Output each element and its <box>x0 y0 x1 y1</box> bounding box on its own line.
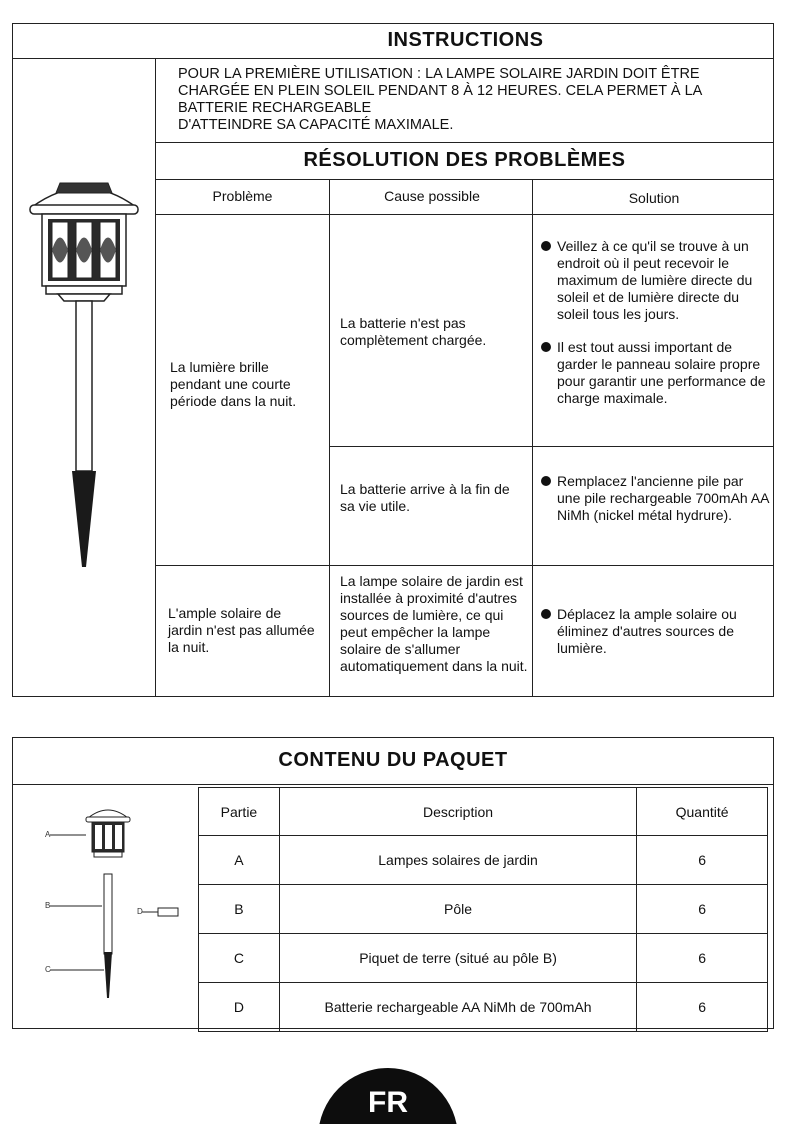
divider <box>329 446 774 447</box>
label-a: A <box>45 830 51 839</box>
solution-text: Déplacez la ample solaire ou éliminez d'autres sources de lumière. <box>557 606 737 656</box>
divider <box>12 784 774 785</box>
label-c: C <box>45 965 51 974</box>
quantity-cell: 6 <box>637 885 768 934</box>
solution-text: Veillez à ce qu'il se trouve à un endroit où il peut recevoir le maximum de lumière directe du soleil et de lumière directe du soleil tous les jours. <box>557 238 753 322</box>
cause-end-of-life: La batterie arrive à la fin de sa vie utile. <box>340 481 510 514</box>
table-row <box>199 934 768 983</box>
bullet-icon <box>541 241 551 251</box>
header-problem: Problème <box>212 188 273 204</box>
divider <box>155 142 774 143</box>
table-header-row <box>199 788 768 836</box>
part-cell: D <box>199 983 280 1032</box>
bullet-icon <box>541 476 551 486</box>
bullet-item <box>541 473 769 524</box>
description-cell: Pôle <box>279 885 636 934</box>
part-cell: C <box>199 934 280 983</box>
cause-other-lights: La lampe solaire de jardin est installée à proximité d'autres sources de lumière, ce qui peut empêcher la lampe solaire de s'allumer automatiquement dans la nuit. <box>340 573 528 674</box>
problem-not-on: L'ample solaire de jardin n'est pas allumée la nuit. <box>168 605 315 655</box>
divider <box>12 58 774 59</box>
header-description: Description <box>279 788 636 836</box>
cause-not-charged: La batterie n'est pas complètement chargée. <box>340 315 487 348</box>
divider <box>155 565 774 566</box>
table-row <box>199 836 768 885</box>
solution-replace-battery <box>541 473 769 534</box>
instructions-line-1: POUR LA PREMIÈRE UTILISATION : LA LAMPE SOLAIRE JARDIN DOIT ÊTRE <box>178 66 700 82</box>
divider <box>155 214 774 215</box>
description-cell: Lampes solaires de jardin <box>279 836 636 885</box>
solar-lamp-illustration <box>24 175 144 575</box>
part-cell: A <box>199 836 280 885</box>
parts-diagram <box>30 800 195 1010</box>
solution-move-lamp <box>541 606 769 667</box>
header-cause: Cause possible <box>384 188 480 204</box>
description-cell: Batterie rechargeable AA NiMh de 700mAh <box>279 983 636 1032</box>
package-table <box>198 787 768 1032</box>
solution-sunlight <box>541 238 769 417</box>
bullet-item <box>541 339 769 407</box>
table-row <box>199 885 768 934</box>
divider <box>155 179 774 180</box>
header-solution: Solution <box>628 190 680 206</box>
bullet-icon <box>541 609 551 619</box>
header-part: Partie <box>199 788 280 836</box>
divider <box>532 179 533 697</box>
part-cell: B <box>199 885 280 934</box>
bullet-icon <box>541 342 551 352</box>
divider <box>329 179 330 697</box>
quantity-cell: 6 <box>637 836 768 885</box>
header-quantity: Quantité <box>637 788 768 836</box>
instructions-line-3: BATTERIE RECHARGEABLE <box>178 100 372 116</box>
language-label: FR <box>368 1086 408 1119</box>
package-title: CONTENU DU PAQUET <box>278 749 508 771</box>
bullet-item <box>541 238 769 323</box>
label-d: D <box>137 907 143 916</box>
table-row <box>199 983 768 1032</box>
description-cell: Piquet de terre (situé au pôle B) <box>279 934 636 983</box>
bullet-item <box>541 606 769 657</box>
quantity-cell: 6 <box>637 983 768 1032</box>
problem-short-glow: La lumière brille pendant une courte période dans la nuit. <box>170 359 297 409</box>
instructions-line-4: D'ATTEINDRE SA CAPACITÉ MAXIMALE. <box>178 117 454 133</box>
instructions-title: INSTRUCTIONS <box>387 29 544 51</box>
troubleshooting-title: RÉSOLUTION DES PROBLÈMES <box>303 149 626 171</box>
label-b: B <box>45 901 51 910</box>
instructions-line-2: CHARGÉE EN PLEIN SOLEIL PENDANT 8 À 12 HEURES. CELA PERMET À LA <box>178 83 703 99</box>
solution-text: Remplacez l'ancienne pile par une pile rechargeable 700mAh AA NiMh (nickel métal hydrure). <box>557 473 769 523</box>
instructions-text <box>178 66 768 134</box>
quantity-cell: 6 <box>637 934 768 983</box>
solution-text: Il est tout aussi important de garder le panneau solaire propre pour garantir une performance de charge maximale. <box>557 339 766 406</box>
